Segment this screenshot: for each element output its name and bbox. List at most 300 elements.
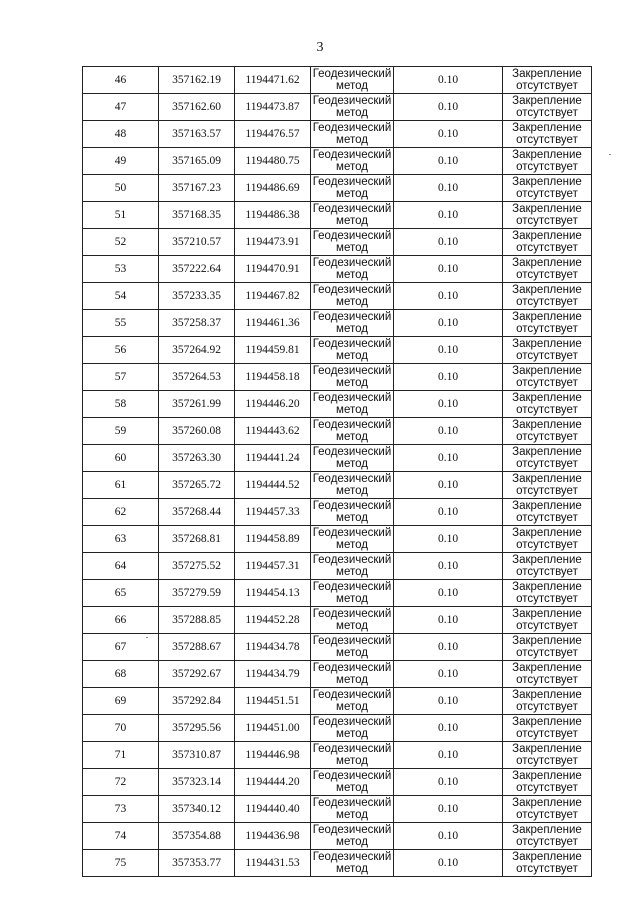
method-cell [311,850,394,877]
fixing-description-cell [503,310,592,337]
fixing-description-cell-line-1: Закрепление [512,446,582,458]
point-number-cell: 72 [83,769,159,796]
method-cell-line-1: Геодезический [312,635,392,647]
method-cell-line-1: Геодезический [312,770,392,782]
method-cell [311,391,394,418]
accuracy-cell: 0.10 [394,526,503,553]
fixing-description-cell [503,607,592,634]
fixing-description-cell [503,634,592,661]
method-cell [311,526,394,553]
x-coordinate-cell: 357258.37 [159,310,235,337]
y-coordinate-cell: 1194446.20 [235,391,311,418]
fixing-description-cell-line-2: отсутствует [516,269,578,281]
accuracy-cell: 0.10 [394,499,503,526]
fixing-description-cell-line-2: отсутствует [516,539,578,551]
point-number-cell: 66 [83,607,159,634]
table-row [83,526,592,553]
point-number-cell: 62 [83,499,159,526]
fixing-description-cell [503,337,592,364]
method-cell [311,202,394,229]
fixing-description-cell-line-1: Закрепление [512,257,582,269]
method-cell [311,310,394,337]
accuracy-cell: 0.10 [394,121,503,148]
point-number-cell: 58 [83,391,159,418]
fixing-description-cell-line-1: Закрепление [512,851,582,863]
fixing-description-cell-line-2: отсутствует [516,80,578,92]
accuracy-cell: 0.10 [394,94,503,121]
fixing-description-cell [503,418,592,445]
method-cell [311,823,394,850]
fixing-description-cell-line-2: отсутствует [516,566,578,578]
method-cell-line-1: Геодезический [312,203,392,215]
y-coordinate-cell: 1194451.00 [235,715,311,742]
y-coordinate-cell: 1194461.36 [235,310,311,337]
method-cell [311,769,394,796]
y-coordinate-cell: 1194441.24 [235,445,311,472]
fixing-description-cell-line-2: отсутствует [516,377,578,389]
point-number-cell: 48 [83,121,159,148]
fixing-description-cell-line-1: Закрепление [512,581,582,593]
fixing-description-cell [503,499,592,526]
fixing-description-cell [503,148,592,175]
accuracy-cell: 0.10 [394,823,503,850]
fixing-description-cell-line-2: отсутствует [516,782,578,794]
fixing-description-cell-line-2: отсутствует [516,836,578,848]
method-cell-line-1: Геодезический [312,500,392,512]
y-coordinate-cell: 1194457.33 [235,499,311,526]
fixing-description-cell [503,94,592,121]
method-cell [311,175,394,202]
fixing-description-cell-line-2: отсутствует [516,242,578,254]
fixing-description-cell-line-2: отсутствует [516,107,578,119]
point-number-cell: 61 [83,472,159,499]
accuracy-cell: 0.10 [394,202,503,229]
method-cell-line-2: метод [336,809,368,821]
method-cell [311,472,394,499]
accuracy-cell: 0.10 [394,67,503,94]
point-number-cell: 56 [83,337,159,364]
accuracy-cell: 0.10 [394,661,503,688]
point-number-cell: 65 [83,580,159,607]
x-coordinate-cell: 357233.35 [159,283,235,310]
fixing-description-cell-line-1: Закрепление [512,284,582,296]
method-cell-line-1: Геодезический [312,257,392,269]
table-row [83,418,592,445]
method-cell-line-2: метод [336,215,368,227]
method-cell-line-2: метод [336,755,368,767]
method-cell [311,148,394,175]
method-cell-line-1: Геодезический [312,68,392,80]
fixing-description-cell-line-2: отсутствует [516,701,578,713]
fixing-description-cell-line-2: отсутствует [516,863,578,875]
table-row [83,256,592,283]
method-cell-line-2: метод [336,539,368,551]
table-row [83,823,592,850]
method-cell-line-2: метод [336,836,368,848]
fixing-description-cell-line-2: отсутствует [516,728,578,740]
y-coordinate-cell: 1194446.98 [235,742,311,769]
x-coordinate-cell: 357288.85 [159,607,235,634]
method-cell [311,553,394,580]
y-coordinate-cell: 1194444.20 [235,769,311,796]
scan-speck [146,637,148,638]
table-row [83,472,592,499]
fixing-description-cell [503,742,592,769]
table-row [83,661,592,688]
method-cell-line-2: метод [336,620,368,632]
accuracy-cell: 0.10 [394,391,503,418]
y-coordinate-cell: 1194473.87 [235,94,311,121]
fixing-description-cell-line-2: отсутствует [516,458,578,470]
table-row [83,337,592,364]
method-cell-line-1: Геодезический [312,554,392,566]
fixing-description-cell-line-2: отсутствует [516,188,578,200]
x-coordinate-cell: 357162.19 [159,67,235,94]
point-number-cell: 68 [83,661,159,688]
y-coordinate-cell: 1194480.75 [235,148,311,175]
point-number-cell: 60 [83,445,159,472]
point-number-cell: 51 [83,202,159,229]
page-number: 3 [316,40,324,55]
point-number-cell: 73 [83,796,159,823]
y-coordinate-cell: 1194444.52 [235,472,311,499]
method-cell-line-2: метод [336,161,368,173]
fixing-description-cell [503,229,592,256]
fixing-description-cell-line-1: Закрепление [512,689,582,701]
x-coordinate-cell: 357265.72 [159,472,235,499]
method-cell-line-2: метод [336,242,368,254]
method-cell [311,283,394,310]
method-cell-line-1: Геодезический [312,419,392,431]
x-coordinate-cell: 357353.77 [159,850,235,877]
method-cell [311,418,394,445]
table-row [83,175,592,202]
accuracy-cell: 0.10 [394,418,503,445]
y-coordinate-cell: 1194452.28 [235,607,311,634]
point-number-cell: 74 [83,823,159,850]
method-cell-line-1: Геодезический [312,311,392,323]
fixing-description-cell [503,796,592,823]
method-cell-line-2: метод [336,647,368,659]
x-coordinate-cell: 357264.53 [159,364,235,391]
point-number-cell: 70 [83,715,159,742]
accuracy-cell: 0.10 [394,364,503,391]
y-coordinate-cell: 1194443.62 [235,418,311,445]
accuracy-cell: 0.10 [394,850,503,877]
fixing-description-cell-line-2: отсутствует [516,431,578,443]
fixing-description-cell-line-1: Закрепление [512,797,582,809]
method-cell-line-1: Геодезический [312,230,392,242]
x-coordinate-cell: 357268.44 [159,499,235,526]
fixing-description-cell [503,526,592,553]
fixing-description-cell [503,661,592,688]
fixing-description-cell [503,202,592,229]
x-coordinate-cell: 357260.08 [159,418,235,445]
fixing-description-cell-line-1: Закрепление [512,743,582,755]
y-coordinate-cell: 1194440.40 [235,796,311,823]
method-cell-line-1: Геодезический [312,689,392,701]
x-coordinate-cell: 357279.59 [159,580,235,607]
fixing-description-cell-line-1: Закрепление [512,716,582,728]
table-row [83,742,592,769]
table-row [83,283,592,310]
method-cell [311,580,394,607]
fixing-description-cell-line-1: Закрепление [512,338,582,350]
method-cell [311,121,394,148]
y-coordinate-cell: 1194486.69 [235,175,311,202]
fixing-description-cell-line-1: Закрепление [512,122,582,134]
method-cell [311,688,394,715]
method-cell [311,634,394,661]
table-row [83,391,592,418]
fixing-description-cell [503,364,592,391]
table-row [83,796,592,823]
point-number-cell: 52 [83,229,159,256]
method-cell-line-2: метод [336,701,368,713]
table-row [83,580,592,607]
accuracy-cell: 0.10 [394,283,503,310]
x-coordinate-cell: 357163.57 [159,121,235,148]
y-coordinate-cell: 1194454.13 [235,580,311,607]
method-cell-line-1: Геодезический [312,797,392,809]
fixing-description-cell [503,553,592,580]
method-cell [311,445,394,472]
point-number-cell: 47 [83,94,159,121]
method-cell-line-2: метод [336,107,368,119]
method-cell-line-2: метод [336,350,368,362]
x-coordinate-cell: 357162.60 [159,94,235,121]
y-coordinate-cell: 1194470.91 [235,256,311,283]
table-row [83,850,592,877]
point-number-cell: 71 [83,742,159,769]
method-cell [311,796,394,823]
method-cell-line-1: Геодезический [312,284,392,296]
x-coordinate-cell: 357275.52 [159,553,235,580]
fixing-description-cell-line-1: Закрепление [512,95,582,107]
fixing-description-cell [503,391,592,418]
fixing-description-cell [503,175,592,202]
x-coordinate-cell: 357268.81 [159,526,235,553]
x-coordinate-cell: 357165.09 [159,148,235,175]
fixing-description-cell-line-2: отсутствует [516,593,578,605]
fixing-description-cell [503,472,592,499]
x-coordinate-cell: 357323.14 [159,769,235,796]
x-coordinate-cell: 357167.23 [159,175,235,202]
point-number-cell: 46 [83,67,159,94]
accuracy-cell: 0.10 [394,688,503,715]
fixing-description-cell-line-2: отсутствует [516,755,578,767]
fixing-description-cell-line-1: Закрепление [512,365,582,377]
fixing-description-cell-line-2: отсутствует [516,350,578,362]
point-number-cell: 67 [83,634,159,661]
method-cell-line-2: метод [336,485,368,497]
accuracy-cell: 0.10 [394,796,503,823]
x-coordinate-cell: 357288.67 [159,634,235,661]
fixing-description-cell [503,121,592,148]
method-cell-line-1: Геодезический [312,149,392,161]
x-coordinate-cell: 357210.57 [159,229,235,256]
method-cell [311,364,394,391]
fixing-description-cell [503,715,592,742]
method-cell-line-2: метод [336,134,368,146]
method-cell-line-1: Геодезический [312,716,392,728]
fixing-description-cell-line-1: Закрепление [512,392,582,404]
y-coordinate-cell: 1194471.62 [235,67,311,94]
coordinates-table [82,66,592,877]
method-cell [311,256,394,283]
method-cell [311,742,394,769]
table-row [83,121,592,148]
point-number-cell: 64 [83,553,159,580]
method-cell-line-2: метод [336,593,368,605]
fixing-description-cell-line-2: отсутствует [516,161,578,173]
point-number-cell: 50 [83,175,159,202]
x-coordinate-cell: 357292.84 [159,688,235,715]
y-coordinate-cell: 1194467.82 [235,283,311,310]
accuracy-cell: 0.10 [394,634,503,661]
method-cell-line-2: метод [336,512,368,524]
method-cell-line-2: метод [336,728,368,740]
fixing-description-cell [503,67,592,94]
table-row [83,67,592,94]
method-cell-line-2: метод [336,863,368,875]
point-number-cell: 49 [83,148,159,175]
y-coordinate-cell: 1194431.53 [235,850,311,877]
y-coordinate-cell: 1194476.57 [235,121,311,148]
fixing-description-cell-line-1: Закрепление [512,176,582,188]
fixing-description-cell-line-1: Закрепление [512,500,582,512]
fixing-description-cell-line-2: отсутствует [516,404,578,416]
method-cell-line-2: метод [336,323,368,335]
accuracy-cell: 0.10 [394,337,503,364]
fixing-description-cell-line-1: Закрепление [512,419,582,431]
method-cell [311,661,394,688]
method-cell-line-1: Геодезический [312,581,392,593]
accuracy-cell: 0.10 [394,310,503,337]
y-coordinate-cell: 1194451.51 [235,688,311,715]
point-number-cell: 69 [83,688,159,715]
table-row [83,634,592,661]
accuracy-cell: 0.10 [394,769,503,796]
fixing-description-cell-line-2: отсутствует [516,323,578,335]
fixing-description-cell-line-1: Закрепление [512,527,582,539]
x-coordinate-cell: 357264.92 [159,337,235,364]
method-cell [311,229,394,256]
fixing-description-cell-line-2: отсутствует [516,296,578,308]
accuracy-cell: 0.10 [394,715,503,742]
fixing-description-cell-line-1: Закрепление [512,770,582,782]
table-row [83,607,592,634]
method-cell-line-1: Геодезический [312,176,392,188]
fixing-description-cell-line-1: Закрепление [512,824,582,836]
fixing-description-cell [503,688,592,715]
table-row [83,715,592,742]
table-row [83,364,592,391]
x-coordinate-cell: 357310.87 [159,742,235,769]
method-cell-line-1: Геодезический [312,662,392,674]
method-cell-line-1: Геодезический [312,824,392,836]
fixing-description-cell-line-2: отсутствует [516,620,578,632]
table-row [83,553,592,580]
accuracy-cell: 0.10 [394,229,503,256]
method-cell-line-2: метод [336,80,368,92]
table-row [83,202,592,229]
y-coordinate-cell: 1194434.78 [235,634,311,661]
accuracy-cell: 0.10 [394,175,503,202]
method-cell-line-1: Геодезический [312,608,392,620]
fixing-description-cell [503,850,592,877]
fixing-description-cell-line-2: отсутствует [516,674,578,686]
method-cell-line-1: Геодезический [312,392,392,404]
method-cell-line-2: метод [336,377,368,389]
table-row [83,310,592,337]
fixing-description-cell [503,256,592,283]
point-number-cell: 57 [83,364,159,391]
method-cell-line-1: Геодезический [312,527,392,539]
method-cell-line-1: Геодезический [312,122,392,134]
method-cell [311,67,394,94]
y-coordinate-cell: 1194458.89 [235,526,311,553]
method-cell-line-1: Геодезический [312,365,392,377]
fixing-description-cell-line-1: Закрепление [512,203,582,215]
method-cell-line-1: Геодезический [312,446,392,458]
fixing-description-cell-line-1: Закрепление [512,230,582,242]
accuracy-cell: 0.10 [394,148,503,175]
scan-speck [609,154,611,155]
method-cell [311,337,394,364]
fixing-description-cell-line-2: отсутствует [516,215,578,227]
x-coordinate-cell: 357354.88 [159,823,235,850]
fixing-description-cell-line-1: Закрепление [512,608,582,620]
table-row [83,499,592,526]
x-coordinate-cell: 357292.67 [159,661,235,688]
method-cell-line-2: метод [336,296,368,308]
method-cell-line-1: Геодезический [312,95,392,107]
method-cell [311,499,394,526]
accuracy-cell: 0.10 [394,580,503,607]
method-cell-line-2: метод [336,404,368,416]
method-cell-line-2: метод [336,431,368,443]
method-cell-line-2: метод [336,674,368,686]
table-row [83,688,592,715]
point-number-cell: 63 [83,526,159,553]
method-cell-line-1: Геодезический [312,851,392,863]
fixing-description-cell-line-1: Закрепление [512,311,582,323]
fixing-description-cell-line-2: отсутствует [516,647,578,659]
fixing-description-cell [503,823,592,850]
y-coordinate-cell: 1194457.31 [235,553,311,580]
method-cell-line-1: Геодезический [312,473,392,485]
fixing-description-cell-line-1: Закрепление [512,635,582,647]
x-coordinate-cell: 357295.56 [159,715,235,742]
fixing-description-cell-line-2: отсутствует [516,134,578,146]
point-number-cell: 54 [83,283,159,310]
accuracy-cell: 0.10 [394,553,503,580]
table-row [83,94,592,121]
fixing-description-cell-line-2: отсутствует [516,809,578,821]
y-coordinate-cell: 1194473.91 [235,229,311,256]
fixing-description-cell [503,283,592,310]
fixing-description-cell-line-1: Закрепление [512,473,582,485]
fixing-description-cell-line-1: Закрепление [512,554,582,566]
y-coordinate-cell: 1194458.18 [235,364,311,391]
method-cell-line-1: Геодезический [312,743,392,755]
fixing-description-cell-line-2: отсутствует [516,512,578,524]
method-cell [311,607,394,634]
fixing-description-cell [503,445,592,472]
table-row [83,445,592,472]
coordinates-table-body [83,67,592,877]
